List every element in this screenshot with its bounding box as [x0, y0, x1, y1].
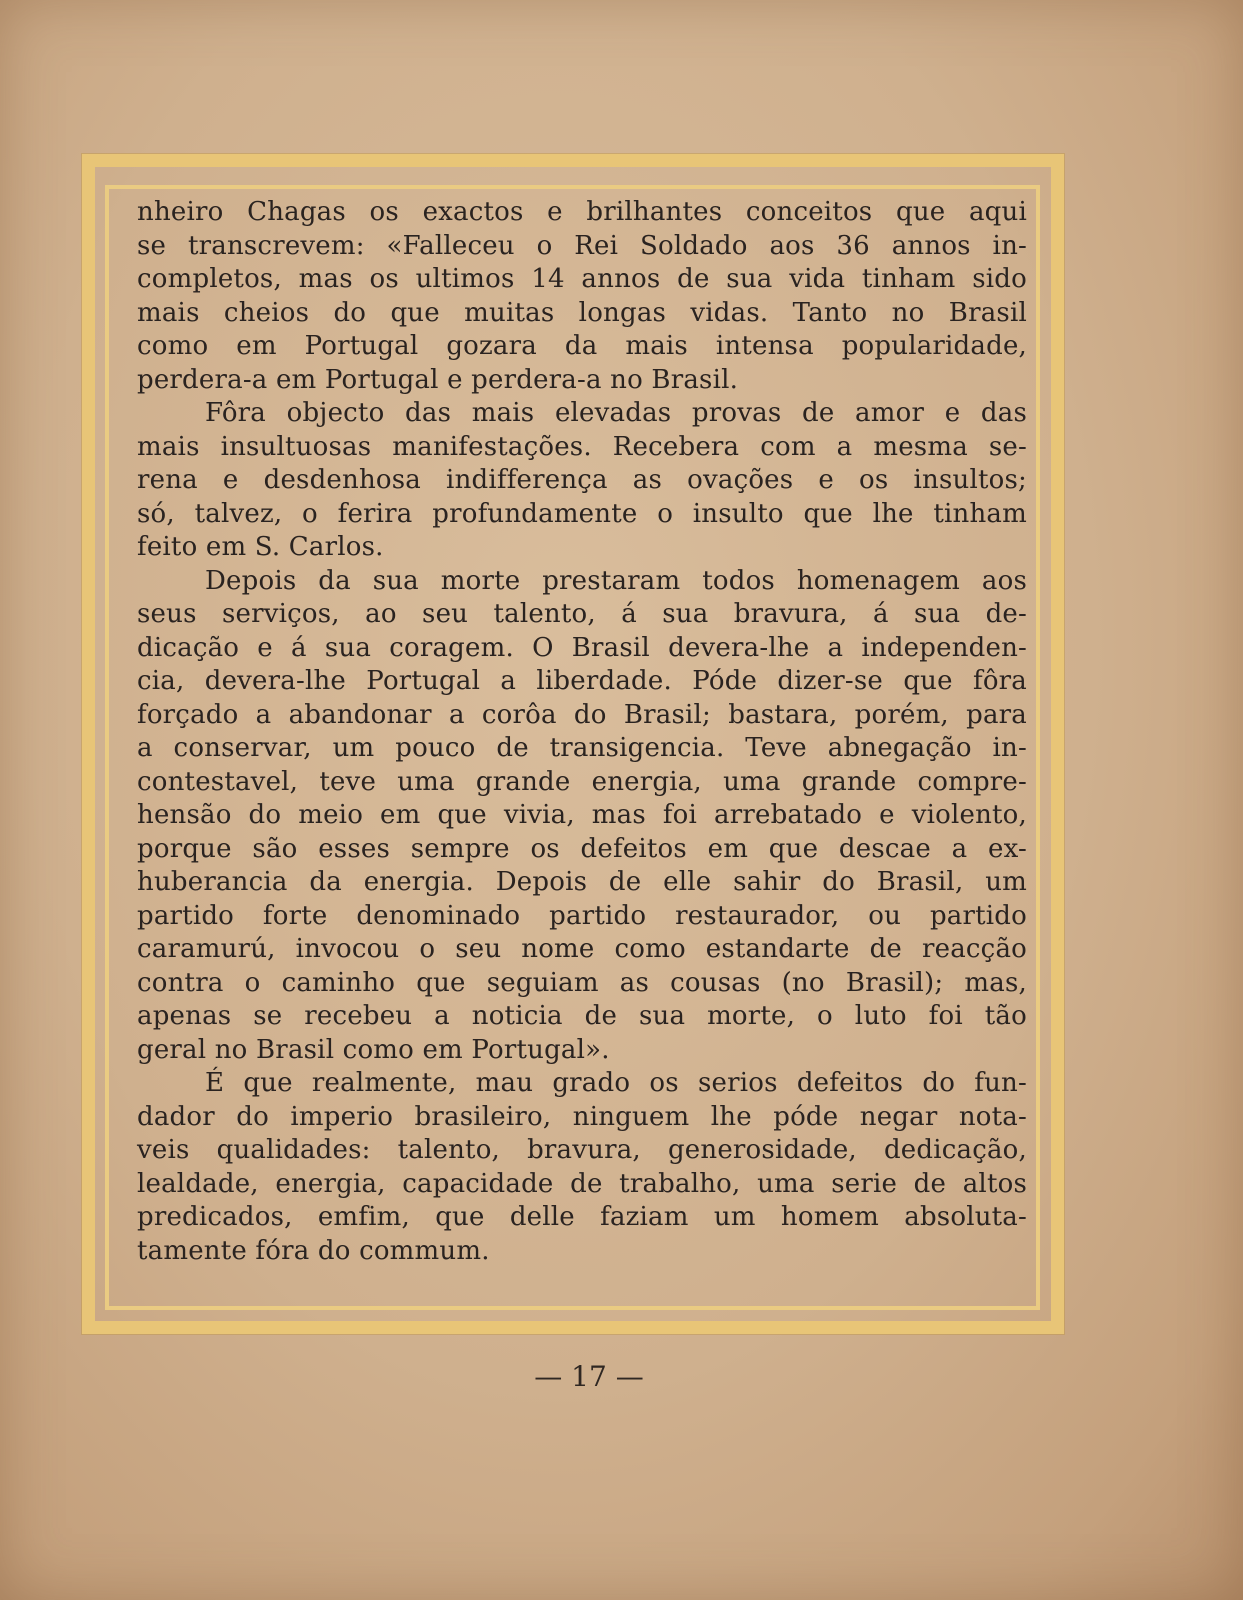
text-line: como em Portugal gozara da mais intensa popularidade, — [137, 331, 1027, 361]
text-line: dicação e á sua coragem. O Brasil devera-lhe a independen- — [137, 632, 1027, 663]
text-line: contestavel, teve uma grande energia, uma grande compre- — [137, 766, 1027, 797]
page-number: — 17 — — [534, 1360, 644, 1393]
text-line: seus serviços, ao seu talento, á sua bravura, á sua de- — [137, 599, 1027, 629]
text-line: se transcrevem: «Falleceu o Rei Soldado aos 36 annos in- — [137, 230, 1027, 261]
text-line: contra o caminho que seguiam as cousas (no Brasil); mas, — [137, 967, 1027, 998]
text-line: veis qualidades: talento, bravura, generosidade, dedicação, — [137, 1135, 1027, 1165]
text-line: apenas se recebeu a noticia de sua morte, o luto foi tão — [137, 1001, 1027, 1031]
text-line: só, talvez, o ferira profundamente o insulto que lhe tinham — [137, 498, 1027, 529]
text-line: caramurú, invocou o seu nome como estandarte de reacção — [137, 934, 1027, 964]
text-line: dador do imperio brasileiro, ninguem lhe póde negar nota- — [137, 1101, 1027, 1132]
text-line: perdera-a em Portugal e perdera-a no Brasil. — [137, 364, 739, 395]
text-line: feito em S. Carlos. — [137, 532, 384, 562]
text-line: mais insultuosas manifestações. Recebera com a mesma se- — [137, 431, 1027, 462]
text-line: Fôra objecto das mais elevadas provas de amor e das — [205, 398, 1027, 428]
text-line: nheiro Chagas os exactos e brilhantes conceitos que aqui — [137, 197, 1027, 227]
text-line: lealdade, energia, capacidade de trabalho, uma serie de altos — [137, 1168, 1027, 1199]
text-line: rena e desdenhosa indifferença as ovações e os insultos; — [137, 465, 1027, 495]
text-line: a conservar, um pouco de transigencia. Teve abnegação in- — [137, 733, 1027, 763]
text-line: predicados, emfim, que delle faziam um homem absoluta- — [137, 1202, 1027, 1232]
text-line: forçado a abandonar a corôa do Brasil; bastara, porém, para — [137, 699, 1027, 730]
text-line: partido forte denominado partido restaurador, ou partido — [137, 900, 1027, 931]
text-line: huberancia da energia. Depois de elle sahir do Brasil, um — [137, 867, 1027, 897]
text-line: completos, mas os ultimos 14 annos de sua vida tinham sido — [137, 264, 1027, 294]
text-line: geral no Brasil como em Portugal». — [137, 1034, 610, 1065]
text-line: tamente fóra do commum. — [137, 1235, 490, 1266]
text-line: cia, devera-lhe Portugal a liberdade. Póde dizer-se que fôra — [137, 666, 1027, 696]
body-text — [137, 196, 1027, 1268]
text-line: É que realmente, mau grado os serios defeitos do fun- — [205, 1068, 1027, 1098]
text-line: mais cheios do que muitas longas vidas. Tanto no Brasil — [137, 297, 1027, 328]
text-line: hensão do meio em que vivia, mas foi arrebatado e violento, — [137, 800, 1027, 830]
text-line: Depois da sua morte prestaram todos homenagem aos — [205, 565, 1027, 596]
text-line: porque são esses sempre os defeitos em que descae a ex- — [137, 833, 1027, 864]
